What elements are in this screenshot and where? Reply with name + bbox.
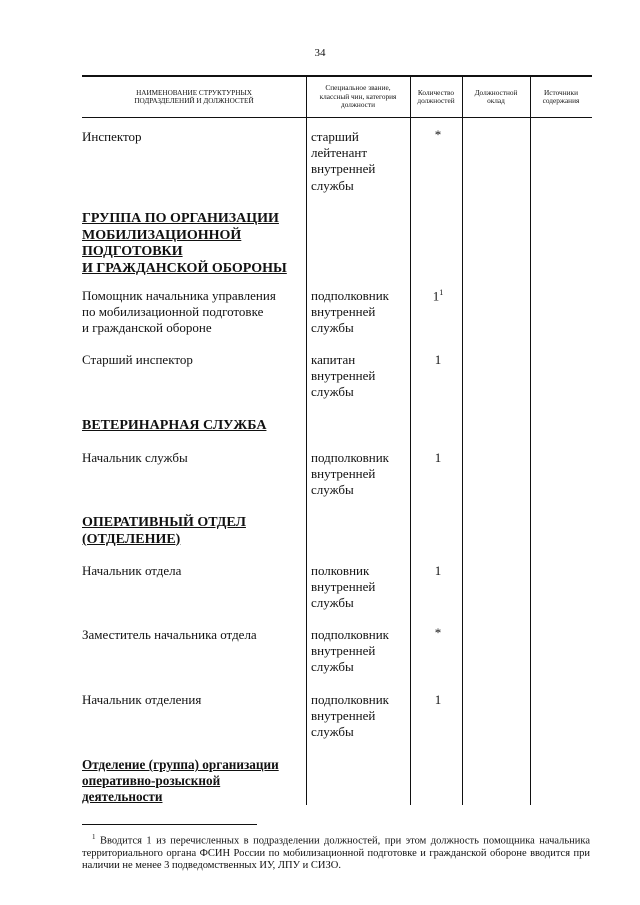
column-divider-source (530, 75, 531, 805)
position-qty: 1 (434, 692, 442, 707)
column-divider-rank (306, 75, 307, 805)
section-heading: ОПЕРАТИВНЫЙ ОТДЕЛ (ОТДЕЛЕНИЕ) (82, 515, 246, 547)
header-col-rank: Специальное звание, классный чин, категория должности (319, 83, 397, 110)
position-qty: 1 (434, 563, 442, 578)
position-name: Начальник отделения (82, 692, 202, 707)
section-heading: ГРУППА ПО ОРГАНИЗАЦИИ МОБИЛИЗАЦИОННОЙ ПОДГОТОВКИ И ГРАЖДАНСКОЙ ОБОРОНЫ (82, 211, 287, 276)
header-col-source: Источники содержания (542, 87, 580, 105)
position-name: Старший инспектор (82, 352, 193, 367)
position-rank: капитан внутренней службы (311, 352, 376, 400)
position-name: Начальник отдела (82, 563, 182, 578)
header-col-name: НАИМЕНОВАНИЕ СТРУКТУРНЫХ ПОДРАЗДЕЛЕНИЙ И ДОЛЖНОСТЕЙ (134, 88, 254, 105)
position-qty: * (434, 625, 442, 640)
position-name: Инспектор (82, 129, 142, 144)
footnote-reference: 1 (439, 288, 444, 297)
section-heading: ВЕТЕРИНАРНАЯ СЛУЖБА (82, 418, 267, 433)
position-qty: $1^1$ (432, 288, 444, 304)
position-rank: подполковник внутренней службы (311, 627, 389, 675)
section-heading: Отделение (группа) организации оперативно-розыскной деятельности (82, 757, 279, 804)
position-rank: полковник внутренней службы (311, 563, 376, 611)
position-name: Начальник службы (82, 450, 188, 465)
column-divider-count (410, 75, 411, 805)
page-number: 34 (314, 47, 326, 59)
position-qty: 1 (434, 352, 442, 367)
position-name: Помощник начальника управления по мобилизационной подготовке и гражданской обороне (82, 288, 276, 336)
table-header (82, 75, 592, 118)
footnote-rule (82, 824, 257, 825)
position-rank: подполковник внутренней службы (311, 450, 389, 498)
position-name: Заместитель начальника отдела (82, 627, 257, 642)
footnote (82, 831, 590, 872)
position-rank: подполковник внутренней службы (311, 288, 389, 336)
position-rank: старший лейтенант внутренней службы (311, 129, 376, 193)
position-qty: * (434, 127, 442, 142)
header-col-count: Количество должностей (417, 87, 455, 105)
footnote-text: Вводится 1 из перечисленных в подразделении должностей, при этом должность помощника начальника территориального органа ФСИН России по мобилизационной подготовке и гражданской обороне вводится при наличии не менее 3 подведомственных ИУ, ЛПУ и СИЗО. (82, 835, 590, 871)
column-divider-salary (462, 75, 463, 805)
header-col-salary: Должностной оклад (474, 87, 518, 105)
position-qty: 1 (434, 450, 442, 465)
position-rank: подполковник внутренней службы (311, 692, 389, 740)
footnote-mark: 1 (92, 833, 96, 841)
